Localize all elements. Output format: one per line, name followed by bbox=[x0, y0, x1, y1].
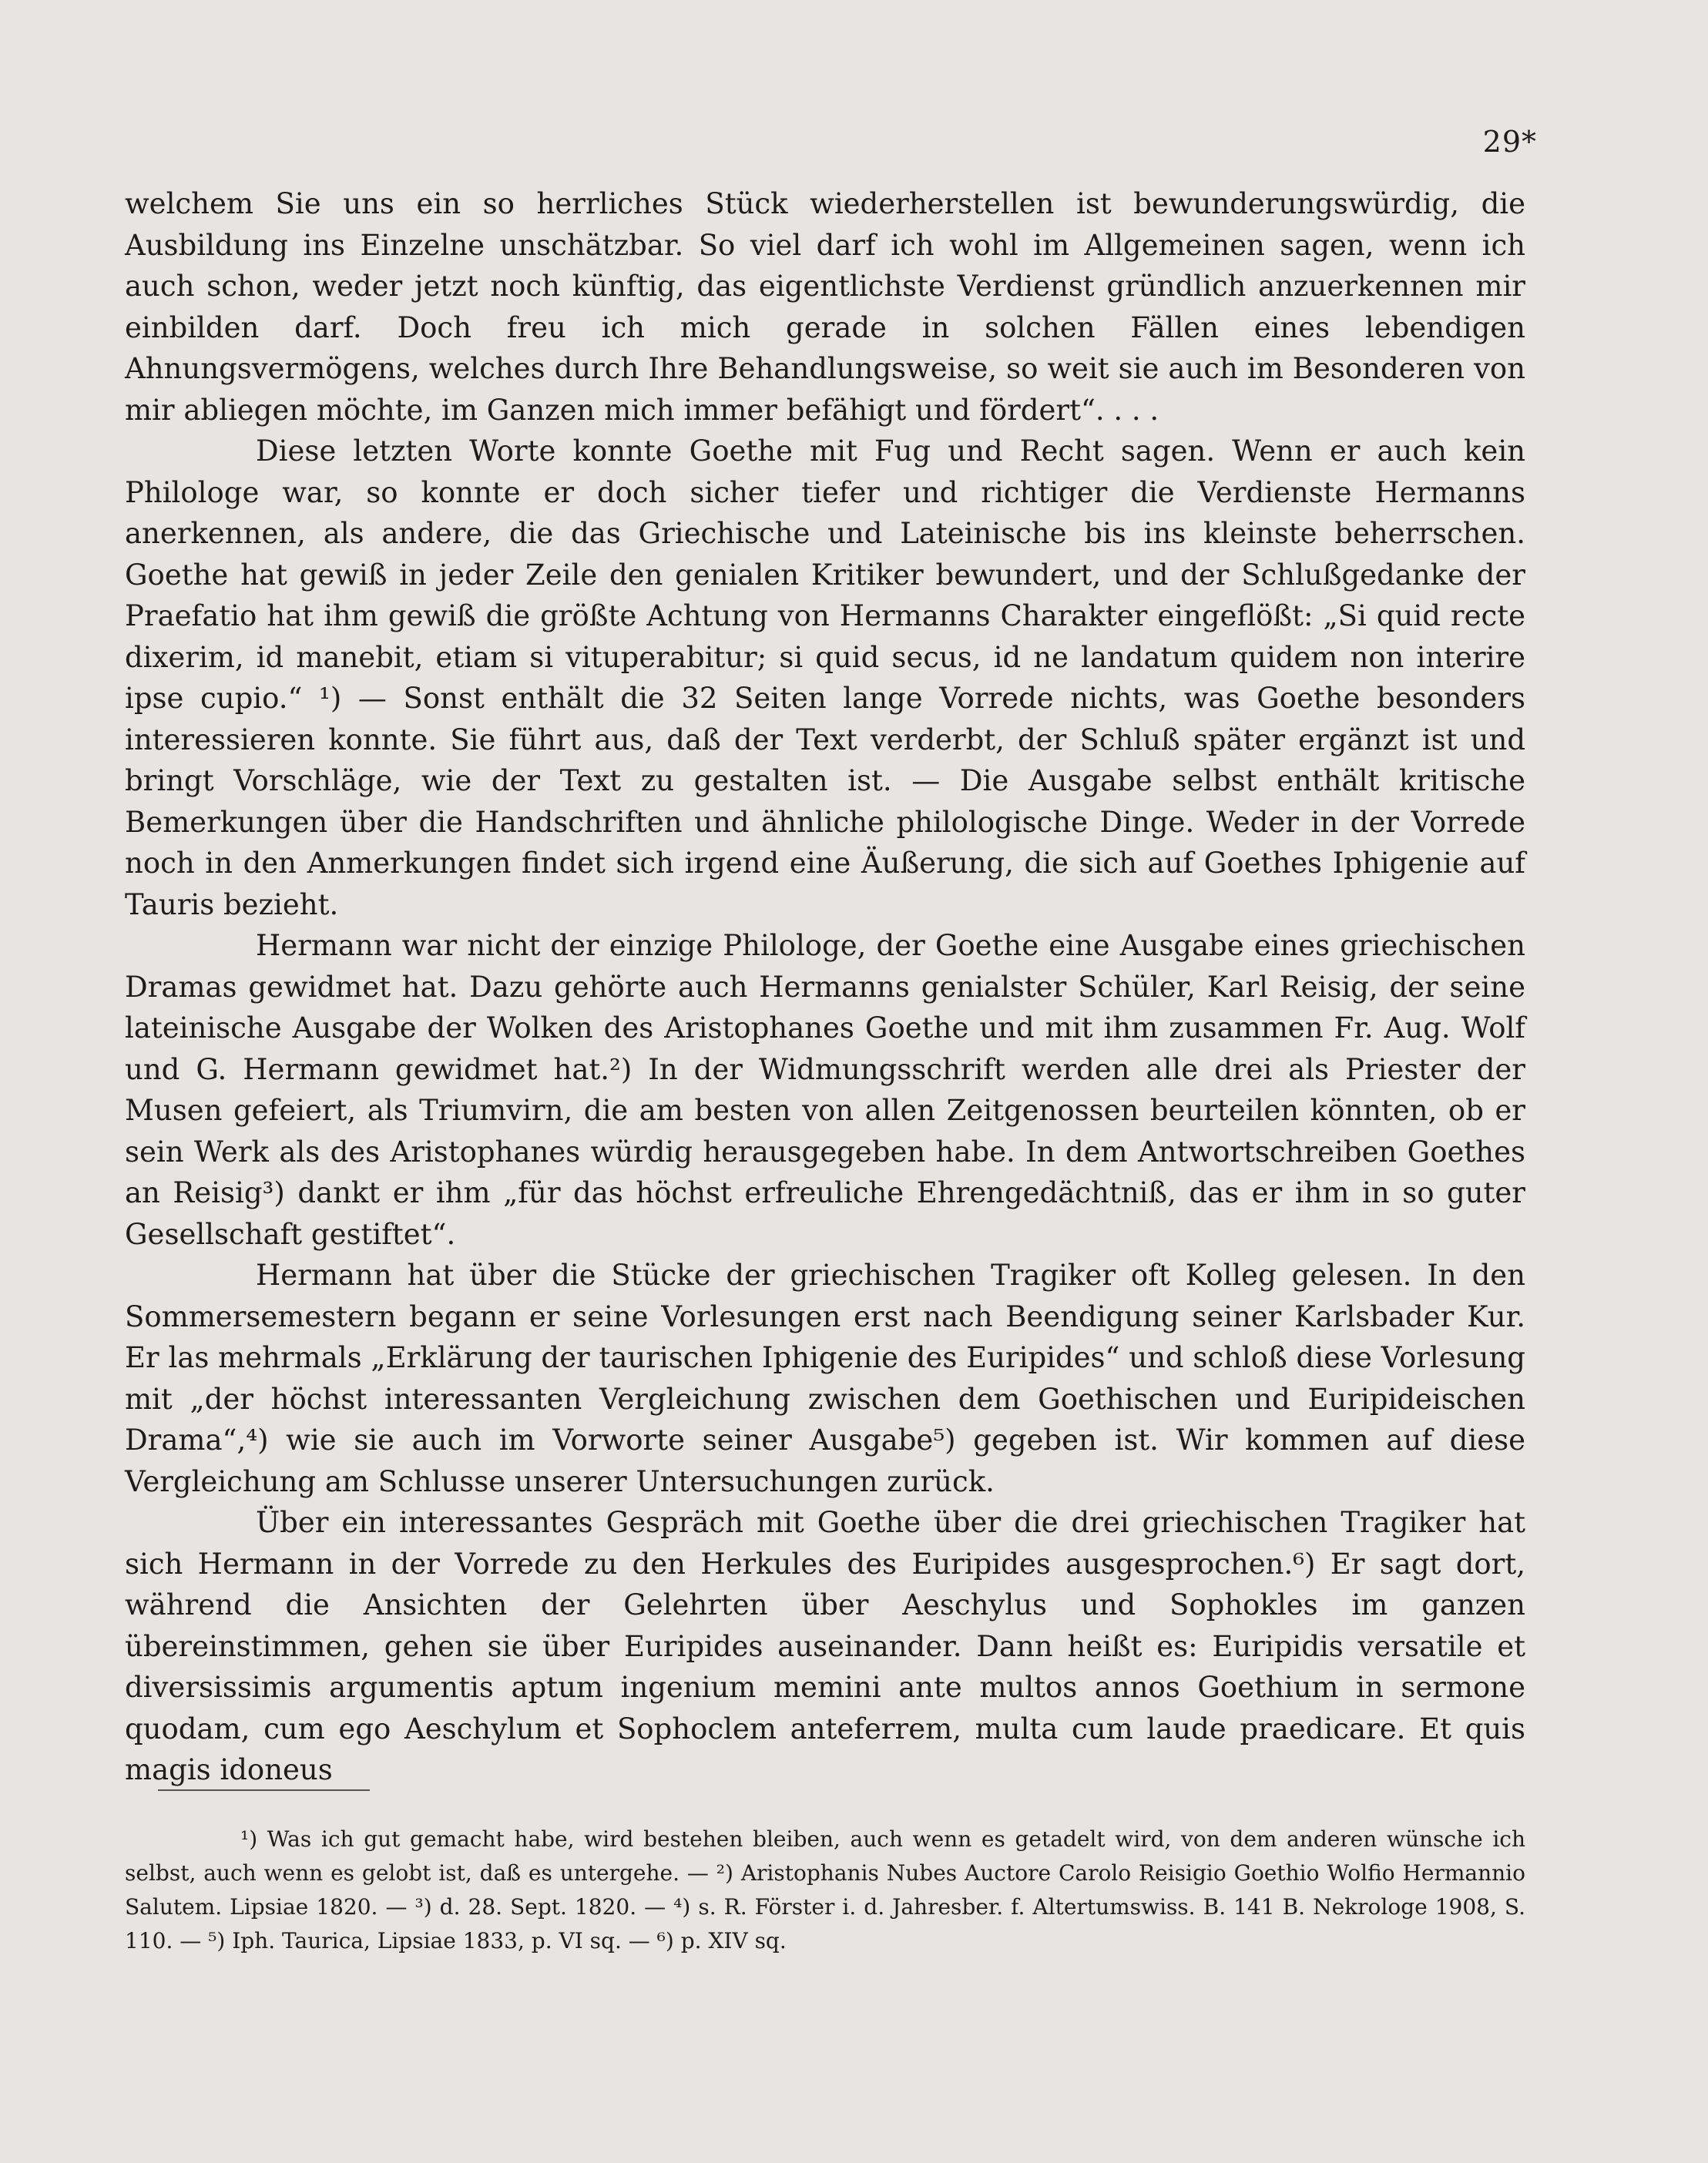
page-number: 29* bbox=[1482, 125, 1537, 159]
paragraph-2: Diese letzten Worte konnte Goethe mit Fug und Recht sagen. Wenn er auch kein Philologe war, so konnte er doch sicher tiefer und richtiger die Verdienste Hermanns anerkennen, als andere, die das Griechische und Lateinische bis ins kleinste beherrschen. Goethe hat gewiß in jeder Zeile den genialen Kritiker bewundert, und der Schlußgedanke der Praefatio hat ihm gewiß die größte Achtung von Hermanns Charakter eingeflößt: „Si quid recte dixerim, id manebit, etiam si vituperabitur; si quid secus, id ne landatum quidem non interire ipse cupio.“ ¹) — Sonst enthält die 32 Seiten lange Vorrede nichts, was Goethe besonders interessieren konnte. Sie führt aus, daß der Text verderbt, der Schluß später ergänzt ist und bringt Vorschläge, wie der Text zu gestalten ist. — Die Ausgabe selbst enthält kritische Bemerkungen über die Handschriften und ähnliche philologische Dinge. Weder in der Vorrede noch in den Anmerkungen findet sich irgend eine Äußerung, die sich auf Goethes Iphigenie auf Tauris bezieht. bbox=[125, 434, 1525, 921]
paragraph-1: welchem Sie uns ein so herrliches Stück wiederherstellen ist bewunderungswürdig, die Ausbildung ins Einzelne unschätzbar. So viel darf ich wohl im Allgemeinen sagen, wenn ich auch schon, weder jetzt noch künftig, das eigentlichste Verdienst gründlich anzuerkennen mir einbilden darf. Doch freu ich mich gerade in solchen Fällen eines lebendigen Ahnungsvermögens, welches durch Ihre Behandlungsweise, so weit sie auch im Besonderen von mir abliegen möchte, im Ganzen mich immer befähigt und fördert“. . . . bbox=[125, 187, 1525, 427]
paragraph-4: Hermann hat über die Stücke der griechischen Tragiker oft Kolleg gelesen. In den Sommersemestern begann er seine Vorlesungen erst nach Beendigung seiner Karlsbader Kur. Er las mehrmals „Erklärung der taurischen Iphigenie des Euripides“ und schloß diese Vorlesung mit „der höchst interessanten Vergleichung zwischen dem Goethischen und Euripideischen Drama“,⁴) wie sie auch im Vorworte seiner Ausgabe⁵) gegeben ist. Wir kommen auf diese Vergleichung am Schlusse unserer Untersuchungen zurück. bbox=[125, 1259, 1525, 1498]
footnotes bbox=[125, 1823, 1525, 1958]
footnote-divider bbox=[158, 1789, 370, 1791]
paragraph-5: Über ein interessantes Gespräch mit Goethe über die drei griechischen Tragiker hat sich Hermann in der Vorrede zu den Herkules des Euripides ausgesprochen.⁶) Er sagt dort, während die Ansichten der Gelehrten über Aeschylus und Sophokles im ganzen übereinstimmen, gehen sie über Euripides auseinander. Dann heißt es: Euripidis versatile et diversissimis argumentis aptum ingenium memini ante multos annos Goethium in sermone quodam, cum ego Aeschylum et Sophoclem anteferrem, multa cum laude praedicare. Et quis magis idoneus bbox=[125, 1506, 1525, 1786]
footnote-text: ¹) Was ich gut gemacht habe, wird bestehen bleiben, auch wenn es getadelt wird, von dem anderen wünsche ich selbst, auch wenn es gelobt ist, daß es untergehe. — ²) Aristophanis Nubes Auctore Carolo Reisigio Goethio Wolfio Hermannio Salutem. Lipsiae 1820. — ³) d. 28. Sept. 1820. — ⁴) s. R. Förster i. d. Jahresber. f. Altertumswiss. B. 141 B. Nekrologe 1908, S. 110. — ⁵) Iph. Taurica, Lipsiae 1833, p. VI sq. — ⁶) p. XIV sq. bbox=[125, 1826, 1525, 1953]
paragraph-3: Hermann war nicht der einzige Philologe, der Goethe eine Ausgabe eines griechischen Dramas gewidmet hat. Dazu gehörte auch Hermanns genialster Schüler, Karl Reisig, der seine lateinische Ausgabe der Wolken des Aristophanes Goethe und mit ihm zusammen Fr. Aug. Wolf und G. Hermann gewidmet hat.²) In der Widmungsschrift werden alle drei als Priester der Musen gefeiert, als Triumvirn, die am besten von allen Zeitgenossen beurteilen könnten, ob er sein Werk als des Aristophanes würdig herausgegeben habe. In dem Antwortschreiben Goethes an Reisig³) dankt er ihm „für das höchst erfreuliche Ehrengedächtniß, das er ihm in so guter Gesellschaft gestiftet“. bbox=[125, 929, 1525, 1251]
main-text bbox=[125, 183, 1525, 1791]
